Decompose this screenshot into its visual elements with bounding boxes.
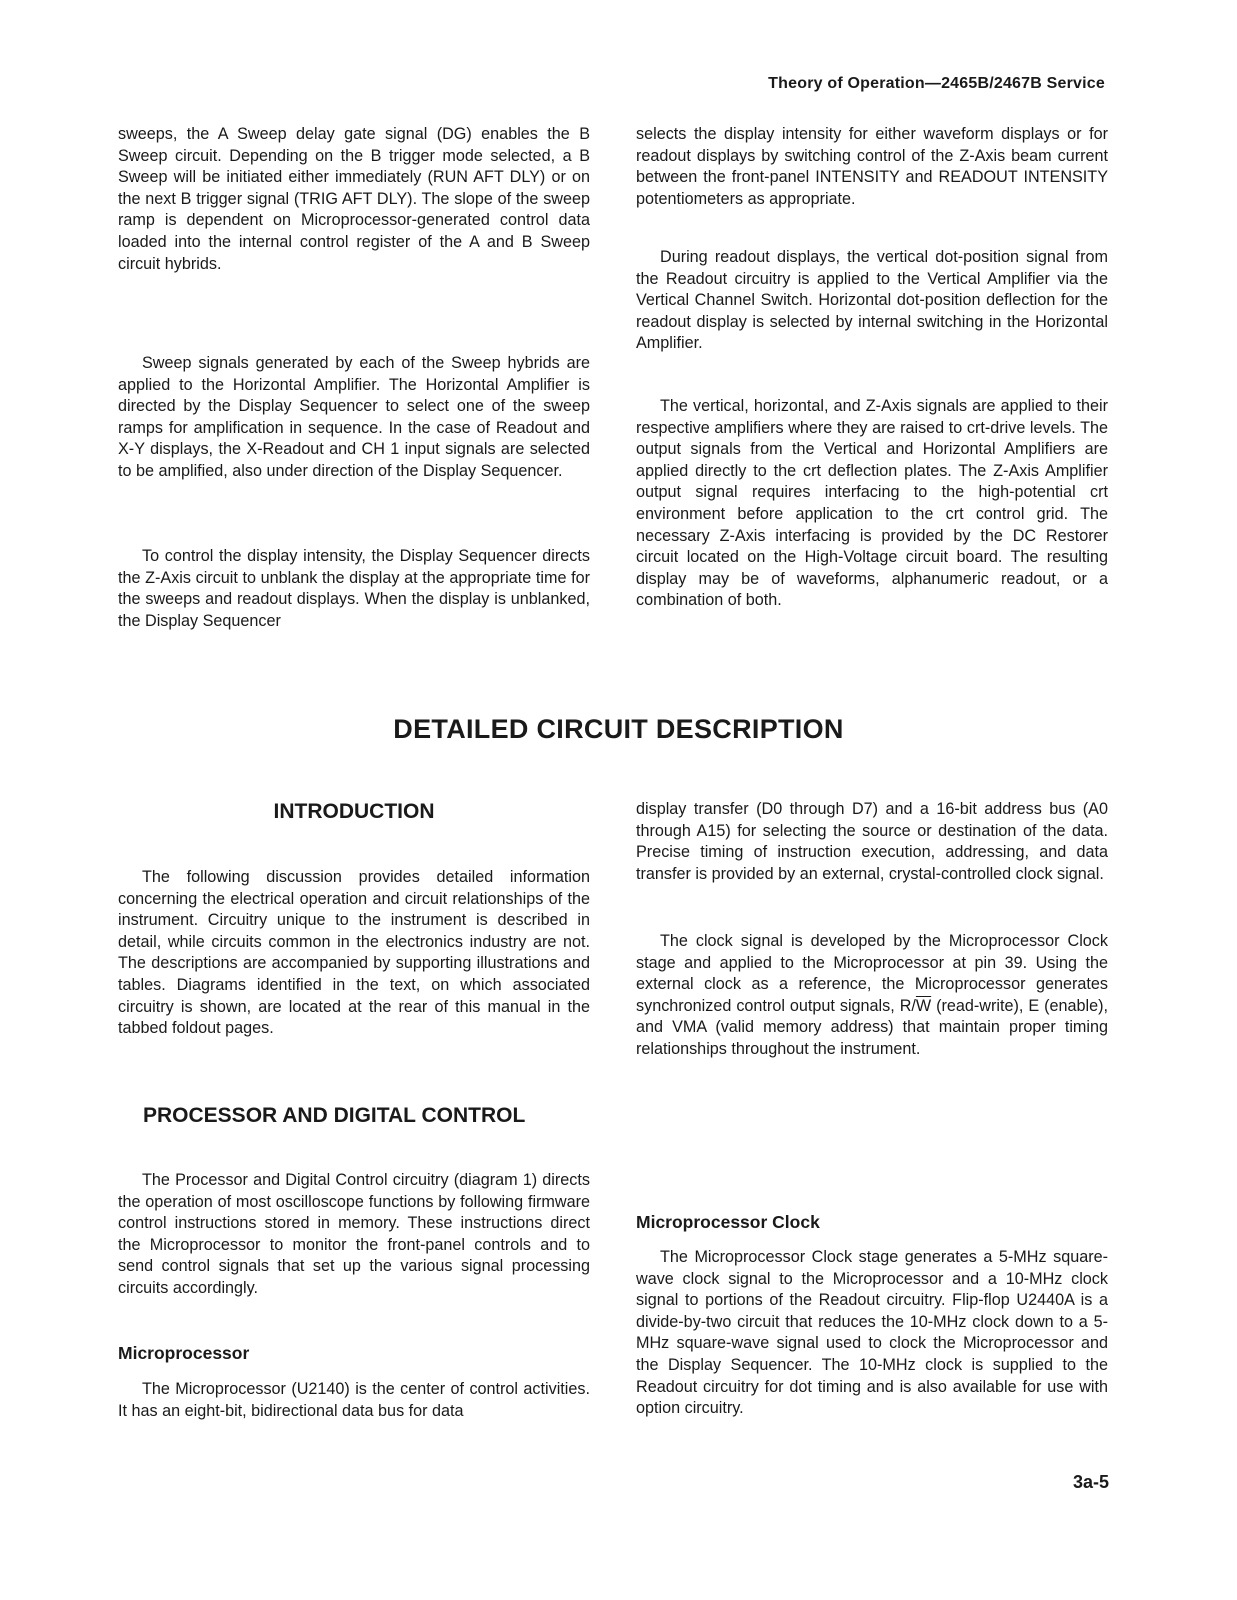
section-title: DETAILED CIRCUIT DESCRIPTION	[393, 714, 844, 744]
introduction-heading: INTRODUCTION	[273, 800, 435, 823]
paragraph: The following discussion provides detailed information concerning the electrical operation and circuit relationships of the instrument. Circuitry unique to the instrument is described in detail, while circuits common in the electronics industry are not. The descriptions are accompanied by supporting illustrations and tables. Diagrams identified in the text, on which associated circuitry is shown, are located at the rear of this manual in the tabbed foldout pages.	[118, 868, 590, 1038]
text-run: (read-write), E (enable), and VMA (valid memory address) that maintain proper timing relationships throughout the instrument.	[636, 996, 1108, 1058]
running-head: Theory of Operation—2465B/2467B Service	[768, 75, 1105, 92]
processor-body	[118, 1170, 590, 1300]
paragraph: The vertical, horizontal, and Z-Axis signals are applied to their respective amplifiers where they are raised to crt-drive levels. The output signals from the Vertical and Horizontal Amplifiers are applied directly to the crt deflection plates. The Z-Axis Amplifier output signal requires interfacing to the high-potential crt environment before application to the crt control grid. The necessary Z-Axis interfacing is provided by the DC Restorer circuit located on the High-Voltage circuit board. The resulting display may be of waveforms, alphanumeric readout, or a combination of both.	[636, 397, 1108, 610]
microprocessor-clock-heading: Microprocessor Clock	[636, 1212, 820, 1232]
paragraph: sweeps, the A Sweep delay gate signal (DG) enables the B Sweep circuit. Depending on the B trigger mode selected, a B Sweep will be initiated either immediately (RUN AFT DLY) or on the next B trigger signal (TRIG AFT DLY). The slope of the sweep ramp is dependent on Microprocessor-generated control data loaded into the internal control register of the A and B Sweep circuit hybrids.	[118, 125, 590, 273]
top-right-column-2	[636, 247, 1108, 355]
paragraph: During readout displays, the vertical dot-position signal from the Readout circuitry is applied to the Vertical Amplifier via the Vertical Channel Switch. Horizontal dot-position deflection for the readout display is selected by internal switching in the Horizontal Amplifier.	[636, 248, 1108, 353]
paragraph: To control the display intensity, the Display Sequencer directs the Z-Axis circuit to unblank the display at the appropriate time for the sweeps and readout displays. When the display is unblanked, the Display Sequencer	[118, 547, 590, 630]
bottom-right-column	[636, 799, 1108, 885]
top-right-column	[636, 124, 1108, 210]
microprocessor-clock-body	[636, 1247, 1108, 1420]
bottom-right-column-2	[636, 931, 1108, 1061]
top-left-column-3	[118, 546, 590, 632]
paragraph: The Microprocessor (U2140) is the center of control activities. It has an eight-bit, bidirectional data bus for data	[118, 1380, 590, 1420]
text-run: The clock signal is developed by the Microprocessor Clock stage and applied to the Microprocessor at pin 39. Using the external clock as a reference, the Microprocessor generates synchronized control output signals, R/	[636, 932, 1108, 1015]
paragraph: The Processor and Digital Control circuitry (diagram 1) directs the operation of most oscilloscope functions by following firmware control instructions stored in memory. These instructions direct the Microprocessor to monitor the front-panel controls and to send control signals that set up the various signal processing circuits accordingly.	[118, 1171, 590, 1297]
microprocessor-heading: Microprocessor	[118, 1343, 250, 1363]
paragraph: The Microprocessor Clock stage generates a 5-MHz square-wave clock signal to the Microprocessor and a 10-MHz clock signal to portions of the Readout circuitry. Flip-flop U2440A is a divide-by-two circuit that reduces the 10-MHz clock down to a 5-MHz square-wave signal used to clock the Microprocessor and the Display Sequencer. The 10-MHz clock is supplied to the Readout circuitry for dot timing and is also available for use with option circuitry.	[636, 1248, 1108, 1418]
processor-heading: PROCESSOR AND DIGITAL CONTROL	[143, 1104, 526, 1127]
top-left-column-2	[118, 353, 590, 483]
paragraph: display transfer (D0 through D7) and a 16-bit address bus (A0 through A15) for selecting the source or destination of the data. Precise timing of instruction execution, addressing, and data transfer is provided by an external, crystal-controlled clock signal.	[636, 800, 1108, 883]
paragraph: Sweep signals generated by each of the Sweep hybrids are applied to the Horizontal Amplifier. The Horizontal Amplifier is directed by the Display Sequencer to select one of the sweep ramps for amplification in sequence. In the case of Readout and X-Y displays, the X-Readout and CH 1 input signals are selected to be amplified, also under direction of the Display Sequencer.	[118, 354, 590, 480]
top-left-column	[118, 124, 590, 275]
paragraph	[636, 931, 1108, 1061]
paragraph: selects the display intensity for either waveform displays or for readout displays by switching control of the Z-Axis beam current between the front-panel INTENSITY and READOUT INTENSITY potentiometers as appropriate.	[636, 125, 1108, 208]
introduction-body	[118, 867, 590, 1040]
page-number: 3a-5	[1072, 1472, 1109, 1492]
microprocessor-body	[118, 1379, 590, 1422]
top-right-column-3	[636, 396, 1108, 612]
overlined-signal: $\overline{W}$	[915, 996, 932, 1015]
